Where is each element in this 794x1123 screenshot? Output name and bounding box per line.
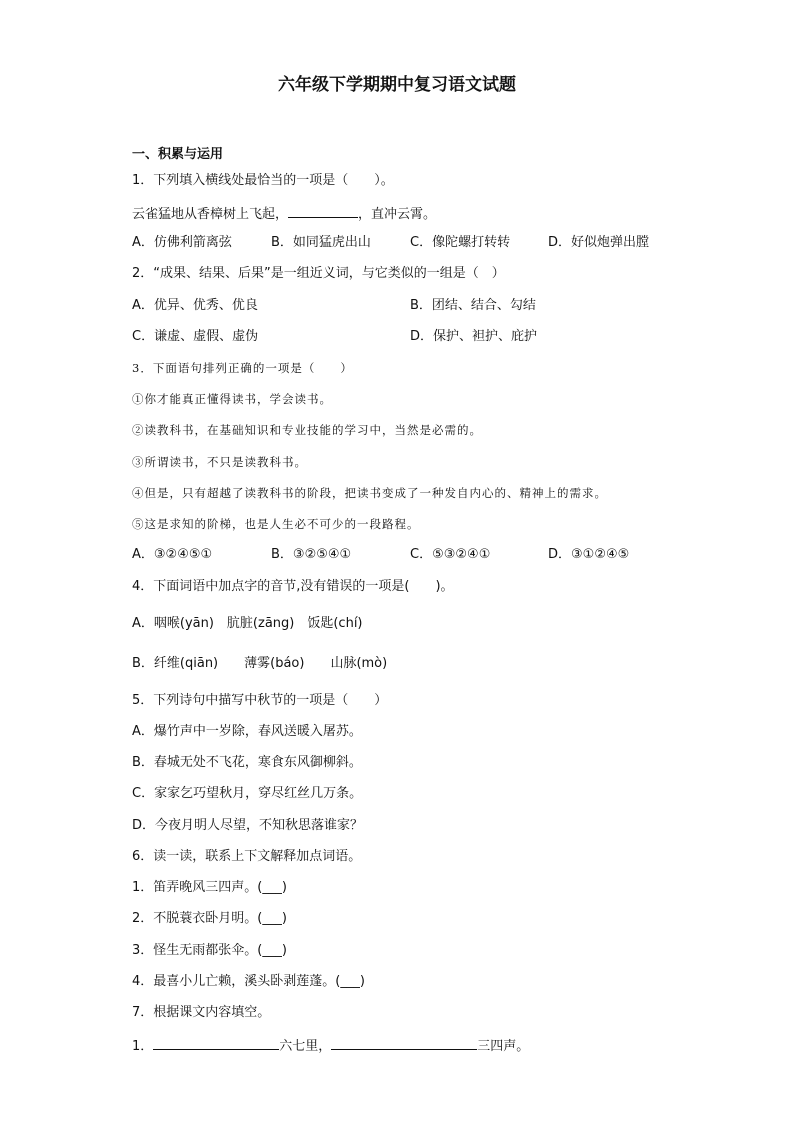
option-a[interactable]: A．仿佛利箭离弦	[132, 235, 232, 250]
option-c[interactable]: C．像陀螺打转转	[410, 235, 511, 250]
fill-text: 三四声。	[477, 1039, 530, 1054]
question-1-stem: 1．下列填入横线处最恰当的一项是（ ）。	[132, 173, 394, 188]
option-b[interactable]: B．③②⑤④①	[271, 547, 352, 562]
sentence-part: ，直冲云霄。	[358, 207, 437, 222]
option-a[interactable]: A．咽喉(yān) 肮脏(zāng) 饭匙(chí)	[132, 616, 363, 631]
statement-4: ④但是，只有超越了读教科书的阶段，把读书变成了一种发自内心的、精神上的需求。	[132, 486, 607, 500]
page-title: 六年级下学期期中复习语文试题	[278, 75, 516, 95]
sub-question-2[interactable]: 2．不脱蓑衣卧月明。(___)	[132, 911, 287, 926]
option-c[interactable]: C．家家乞巧望秋月，穿尽红丝几万条。	[132, 786, 363, 801]
sentence-part: 云雀猛地从香樟树上飞起，	[132, 207, 289, 222]
option-b[interactable]: B．团结、结合、勾结	[410, 298, 536, 313]
option-a[interactable]: A．优异、优秀、优良	[132, 298, 258, 313]
statement-3: ③所谓读书，不只是读教科书。	[132, 455, 307, 469]
option-b[interactable]: B．春城无处不飞花，寒食东风御柳斜。	[132, 755, 362, 770]
answer-blank[interactable]	[288, 203, 358, 218]
question-2-stem: 2．“成果、结果、后果”是一组近义词，与它类似的一组是（ ）	[132, 266, 505, 281]
option-c[interactable]: C．谦虚、虚假、虚伪	[132, 329, 259, 344]
statement-1: ①你才能真正懂得读书，学会读书。	[132, 392, 332, 406]
option-d[interactable]: D．③①②④⑤	[548, 547, 630, 562]
item-number: 1．	[132, 1039, 154, 1054]
answer-blank[interactable]	[153, 1035, 279, 1050]
question-7-fill	[132, 1035, 529, 1056]
question-3-stem: 3．下面语句排列正确的一项是（ ）	[132, 361, 353, 375]
option-d[interactable]: D．保护、袒护、庇护	[410, 329, 538, 344]
sub-question-1[interactable]: 1．笛弄晚风三四声。(___)	[132, 880, 287, 895]
question-7-stem: 7．根据课文内容填空。	[132, 1005, 271, 1020]
option-a[interactable]: A．③②④⑤①	[132, 547, 213, 562]
question-1-sentence	[132, 203, 436, 224]
option-b[interactable]: B．如同猛虎出山	[271, 235, 371, 250]
section-heading: 一、积累与运用	[132, 147, 224, 162]
option-c[interactable]: C．⑤③②④①	[410, 547, 491, 562]
question-4-stem: 4．下面词语中加点字的音节,没有错误的一项是( )。	[132, 579, 454, 594]
option-d[interactable]: D．今夜月明人尽望，不知秋思落谁家？	[132, 818, 364, 833]
sub-question-4[interactable]: 4．最喜小儿亡赖，溪头卧剥莲蓬。(___)	[132, 974, 365, 989]
fill-text: 六七里，	[279, 1039, 332, 1054]
option-d[interactable]: D．好似炮弹出膛	[548, 235, 650, 250]
sub-question-3[interactable]: 3．怪生无雨都张伞。(___)	[132, 943, 287, 958]
statement-5: ⑤这是求知的阶梯，也是人生必不可少的一段路程。	[132, 517, 420, 531]
answer-blank[interactable]	[331, 1035, 477, 1050]
question-5-stem: 5．下列诗句中描写中秋节的一项是（ ）	[132, 693, 388, 708]
question-6-stem: 6．读一读，联系上下文解释加点词语。	[132, 849, 362, 864]
option-a[interactable]: A．爆竹声中一岁除，春风送暖入屠苏。	[132, 724, 362, 739]
statement-2: ②读教科书，在基础知识和专业技能的学习中，当然是必需的。	[132, 423, 482, 437]
option-b[interactable]: B．纤维(qiān) 薄雾(báo) 山脉(mò)	[132, 656, 388, 671]
